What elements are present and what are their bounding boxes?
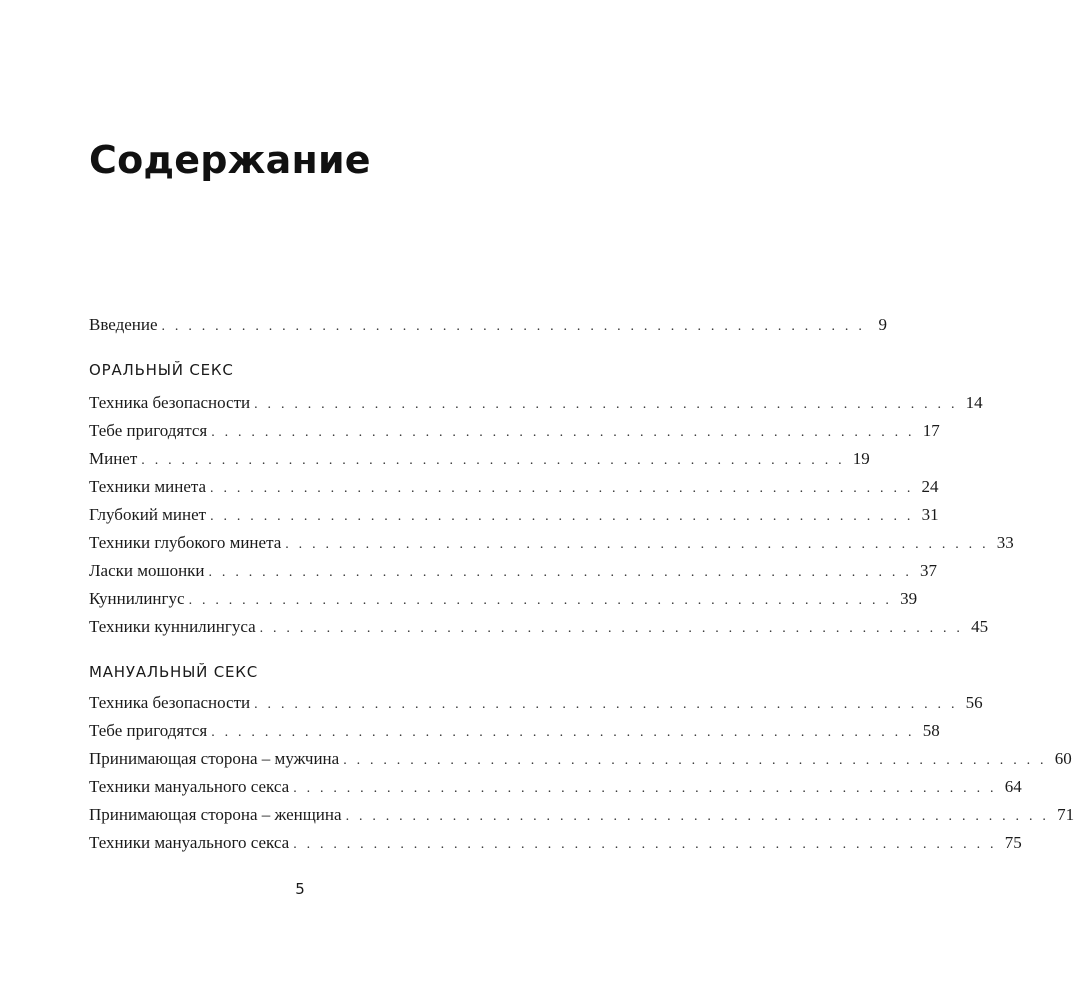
toc-entry[interactable] [89, 532, 1014, 556]
dot-leader: . . . . . . . . . . . . . . . . . . . . . . . . . . . . . . . . . . . . . . . . . . . . . . . . . . . . . [293, 837, 997, 852]
toc-entry[interactable] [89, 832, 1022, 856]
toc-entry-title: Техники минета [89, 477, 207, 496]
toc-entry-title: Ласки мошонки [89, 561, 205, 580]
toc-entry[interactable] [89, 588, 918, 612]
toc-entry[interactable] [89, 748, 1072, 772]
page-title: Содержание [89, 138, 371, 182]
toc-entry-page: 64 [1004, 777, 1022, 796]
toc-entry[interactable] [89, 804, 1074, 828]
toc-entry-title: Техника безопасности [89, 393, 251, 412]
toc-entry-page: 33 [996, 533, 1014, 552]
toc-entry[interactable] [89, 616, 989, 640]
toc-entry-title: Принимающая сторона – женщина [89, 805, 342, 824]
toc-entry-page: 17 [922, 421, 940, 440]
dot-leader: . . . . . . . . . . . . . . . . . . . . . . . . . . . . . . . . . . . . . . . . . . . . . . . . . . . . . [208, 565, 913, 580]
toc-entry-page: 24 [921, 477, 939, 496]
toc-entry-title: Тебе пригодятся [89, 721, 208, 740]
dot-leader: . . . . . . . . . . . . . . . . . . . . . . . . . . . . . . . . . . . . . . . . . . . . . . . . . . . . . [211, 725, 915, 740]
toc-entry-page: 60 [1054, 749, 1072, 768]
dot-leader: . . . . . . . . . . . . . . . . . . . . . . . . . . . . . . . . . . . . . . . . . . . . . . . . . . . . . [345, 809, 1050, 824]
toc-entry-title: Техники куннилингуса [89, 617, 256, 636]
toc-entry-page: 37 [920, 561, 938, 580]
toc-entry[interactable] [89, 476, 939, 500]
dot-leader: . . . . . . . . . . . . . . . . . . . . . . . . . . . . . . . . . . . . . . . . . . . . . . . . . . . . . [254, 397, 958, 412]
toc-entry-title: Минет [89, 449, 138, 468]
dot-leader: . . . . . . . . . . . . . . . . . . . . . . . . . . . . . . . . . . . . . . . . . . . . . . . . . . . . . [254, 697, 958, 712]
dot-leader: . . . . . . . . . . . . . . . . . . . . . . . . . . . . . . . . . . . . . . . . . . . . . . . . . . . . . [188, 593, 893, 608]
toc-entry[interactable] [89, 504, 939, 528]
toc-entry[interactable] [89, 392, 983, 416]
dot-leader: . . . . . . . . . . . . . . . . . . . . . . . . . . . . . . . . . . . . . . . . . . . . . . . . . . . . . [259, 621, 964, 636]
toc-entry-page: 39 [900, 589, 918, 608]
dot-leader: . . . . . . . . . . . . . . . . . . . . . . . . . . . . . . . . . . . . . . . . . . . . . . . . . . . . . [210, 481, 914, 496]
toc-entry[interactable] [89, 720, 940, 744]
dot-leader: . . . . . . . . . . . . . . . . . . . . . . . . . . . . . . . . . . . . . . . . . . . . . . . . . . . . . [210, 509, 914, 524]
toc-entry-page: 45 [971, 617, 989, 636]
toc-entry-page: 58 [922, 721, 940, 740]
dot-leader: . . . . . . . . . . . . . . . . . . . . . . . . . . . . . . . . . . . . . . . . . . . . . . . . . . . . . [293, 781, 997, 796]
dot-leader: . . . . . . . . . . . . . . . . . . . . . . . . . . . . . . . . . . . . . . . . . . . . . . . . . . . . . [141, 453, 845, 468]
dot-leader: . . . . . . . . . . . . . . . . . . . . . . . . . . . . . . . . . . . . . . . . . . . . . . . . . . . . . [211, 425, 915, 440]
toc-entry-title: Куннилингус [89, 589, 185, 608]
section-heading-oral: ОРАЛЬНЫЙ СЕКС [89, 361, 234, 379]
toc-entry-page: 75 [1004, 833, 1022, 852]
toc-entry-title: Введение [89, 315, 158, 334]
section-heading-manual: МАНУАЛЬНЫЙ СЕКС [89, 663, 259, 681]
toc-entry-introduction[interactable] [89, 314, 888, 338]
toc-entry-page: 19 [852, 449, 870, 468]
toc-entry-page: 71 [1057, 805, 1074, 824]
toc-entry-page: 9 [878, 315, 888, 334]
toc-entry[interactable] [89, 420, 940, 444]
toc-entry[interactable] [89, 448, 870, 472]
toc-entry-title: Техники глубокого минета [89, 533, 282, 552]
toc-entry-title: Принимающая сторона – мужчина [89, 749, 340, 768]
dot-leader: . . . . . . . . . . . . . . . . . . . . . . . . . . . . . . . . . . . . . . . . . . . . . . . . . . . . . [161, 319, 866, 334]
page-number: 5 [295, 880, 305, 898]
toc-entry-title: Техники мануального секса [89, 833, 290, 852]
toc-entry-title: Техника безопасности [89, 693, 251, 712]
toc-entry-title: Глубокий минет [89, 505, 207, 524]
toc-entry-title: Техники мануального секса [89, 777, 290, 796]
toc-entry[interactable] [89, 776, 1022, 800]
dot-leader: . . . . . . . . . . . . . . . . . . . . . . . . . . . . . . . . . . . . . . . . . . . . . . . . . . . . . [343, 753, 1047, 768]
toc-entry[interactable] [89, 560, 938, 584]
toc-entry-page: 56 [965, 693, 983, 712]
dot-leader: . . . . . . . . . . . . . . . . . . . . . . . . . . . . . . . . . . . . . . . . . . . . . . . . . . . . . [285, 537, 989, 552]
toc-entry-page: 14 [965, 393, 983, 412]
toc-entry[interactable] [89, 692, 983, 716]
toc-entry-page: 31 [921, 505, 939, 524]
toc-entry-title: Тебе пригодятся [89, 421, 208, 440]
